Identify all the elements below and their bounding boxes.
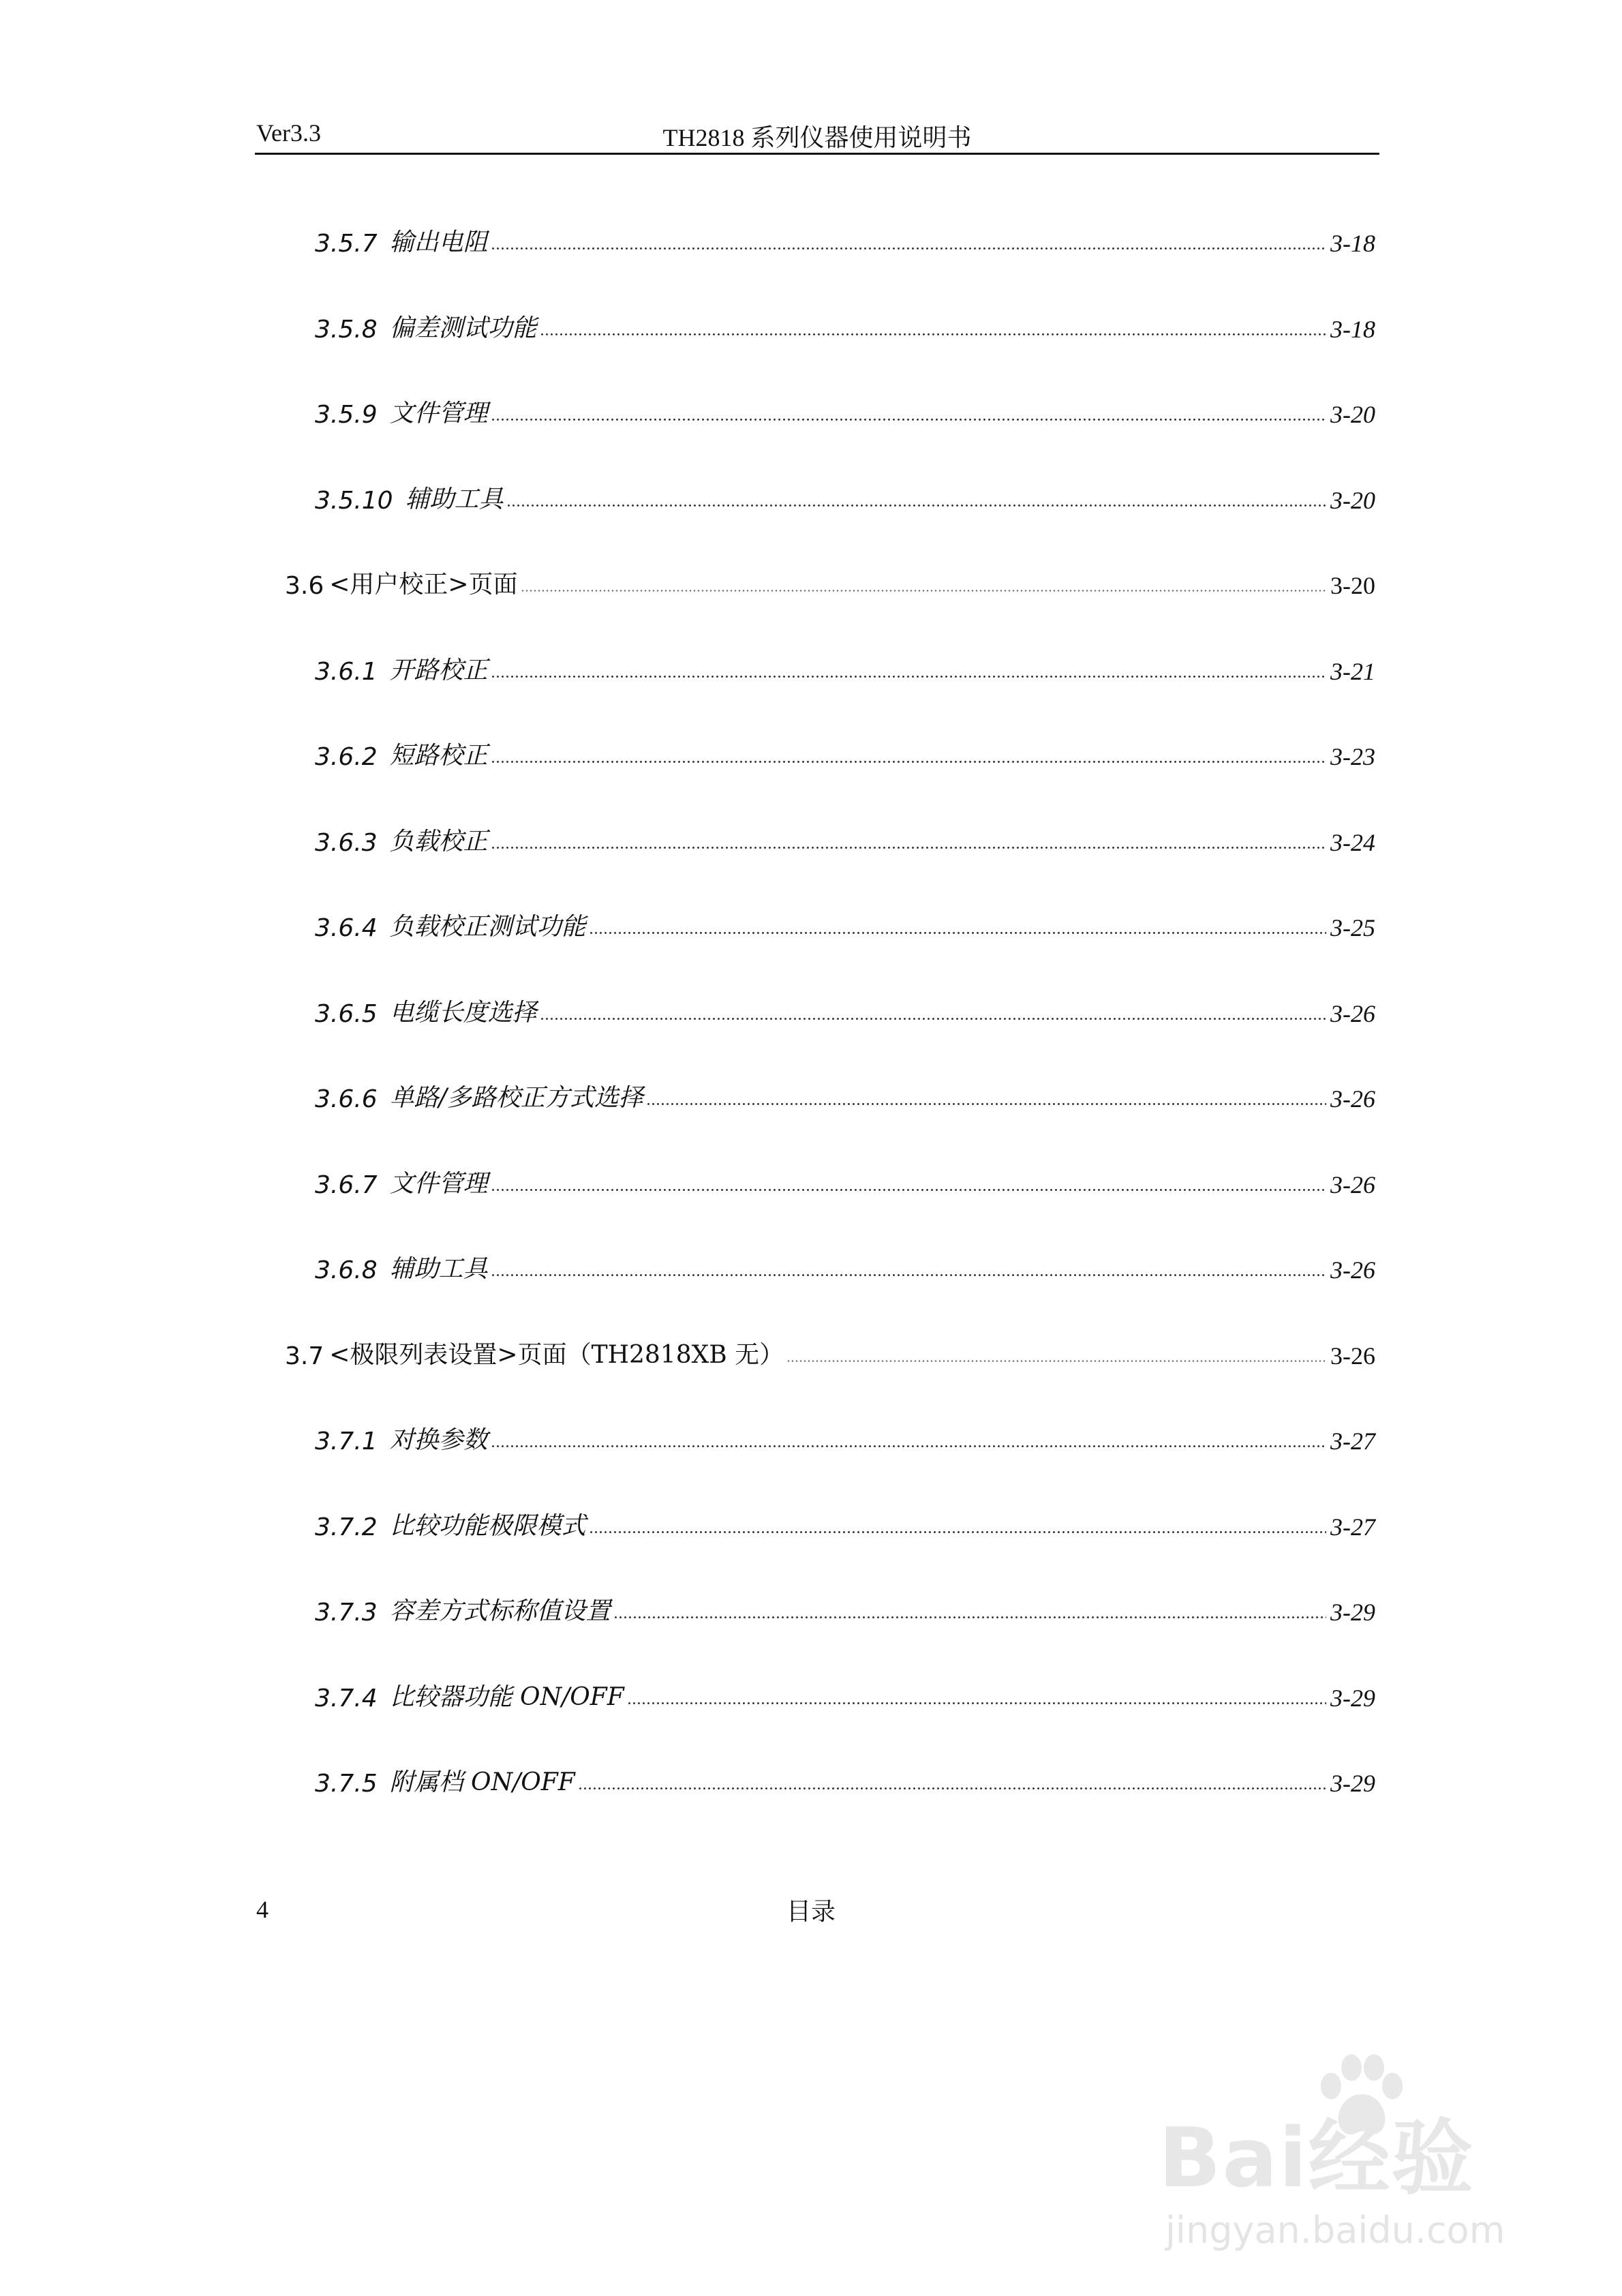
toc-entry-page: 3-27: [1330, 1428, 1375, 1455]
toc-entry-title: 辅助工具: [389, 1255, 488, 1283]
page-number: 4: [256, 1896, 269, 1923]
toc-entry-title: 文件管理: [389, 399, 488, 427]
dot-leader: [491, 1274, 1326, 1276]
toc-entry[interactable]: [315, 1586, 1375, 1627]
toc-entry-page: 3-29: [1330, 1770, 1375, 1797]
toc-entry-page: 3-23: [1330, 743, 1375, 770]
toc-entry-number: 3.5.9: [315, 401, 378, 429]
toc-entry[interactable]: [315, 1672, 1375, 1712]
toc-entry-number: 3.6.5: [315, 1000, 378, 1028]
toc-entry[interactable]: [315, 901, 1375, 942]
dot-leader: [521, 590, 1326, 592]
watermark-logo: Bai经验: [1159, 2111, 1475, 2206]
toc-entry-number: 3.7: [285, 1342, 324, 1370]
toc-entry-number: 3.7.4: [315, 1685, 378, 1712]
toc-entry[interactable]: [315, 217, 1375, 258]
toc-entry-number: 3.6.1: [315, 658, 378, 686]
toc-entry-page: 3-20: [1330, 572, 1375, 599]
toc-entry-title: <用户校正>页面: [329, 571, 518, 599]
toc-entry-number: 3.6: [285, 572, 324, 600]
toc-entry[interactable]: [315, 1757, 1375, 1798]
toc-entry-page: 3-26: [1330, 1171, 1375, 1198]
toc-entry-number: 3.5.7: [315, 230, 378, 258]
toc-entry-number: 3.7.5: [315, 1770, 378, 1798]
toc-entry-title: 比较器功能 ON/OFF: [389, 1683, 624, 1711]
version-label: Ver3.3: [256, 119, 321, 147]
toc-entry-number: 3.6.2: [315, 743, 378, 771]
toc-entry-page: 3-21: [1330, 658, 1375, 685]
baidu-watermark: [1152, 2038, 1561, 2256]
toc-entry-page: 3-26: [1330, 1085, 1375, 1113]
toc-entry[interactable]: [315, 1072, 1375, 1113]
toc-entry-title: 负载校正测试功能: [389, 913, 586, 941]
dot-leader: [491, 847, 1326, 849]
toc-entry[interactable]: [285, 1329, 1375, 1370]
toc-entry-number: 3.6.3: [315, 829, 378, 857]
toc-entry-number: 3.5.10: [315, 487, 393, 515]
dot-leader: [786, 1360, 1326, 1362]
toc-entry[interactable]: [315, 1500, 1375, 1541]
dot-leader: [589, 1531, 1326, 1533]
toc-entry-title: 偏差测试功能: [389, 314, 537, 342]
footer-section-label: 目录: [786, 1898, 836, 1926]
toc-entry-title: 对换参数: [389, 1426, 488, 1454]
toc-entry-number: 3.7.3: [315, 1599, 378, 1627]
toc-entry-title: 输出电阻: [389, 228, 488, 256]
toc-entry-page: 3-24: [1330, 829, 1375, 856]
toc-entry-title: 负载校正: [389, 828, 488, 856]
toc-entry-page: 3-18: [1330, 316, 1375, 343]
toc-entry-number: 3.5.8: [315, 316, 378, 344]
dot-leader: [540, 1018, 1326, 1020]
dot-leader: [491, 1189, 1326, 1191]
toc-entry-page: 3-26: [1330, 1256, 1375, 1284]
dot-leader: [491, 676, 1326, 678]
toc-entry-number: 3.6.6: [315, 1085, 378, 1113]
toc-entry[interactable]: [315, 1243, 1375, 1284]
toc-entry-number: 3.7.1: [315, 1428, 378, 1455]
dot-leader: [613, 1616, 1326, 1618]
toc-entry[interactable]: [315, 987, 1375, 1028]
toc-entry[interactable]: [315, 645, 1375, 686]
toc-entry-title: 电缆长度选择: [389, 999, 537, 1027]
toc-entry[interactable]: [315, 1415, 1375, 1455]
toc-entry-title: 容差方式标称值设置: [389, 1597, 611, 1625]
toc-entry[interactable]: [285, 559, 1375, 600]
toc-entry-title: 辅助工具: [405, 485, 504, 513]
dot-leader: [491, 419, 1326, 421]
dot-leader: [491, 1445, 1326, 1447]
toc-entry-title: 短路校正: [389, 742, 488, 770]
toc-entry[interactable]: [315, 474, 1375, 515]
toc-entry-number: 3.6.7: [315, 1171, 378, 1199]
dot-leader: [506, 504, 1326, 507]
toc-entry-page: 3-20: [1330, 487, 1375, 514]
toc-entry-page: 3-25: [1330, 914, 1375, 941]
toc-entry-title: 比较功能极限模式: [389, 1512, 586, 1540]
toc-entry[interactable]: [315, 388, 1375, 429]
dot-leader: [646, 1103, 1326, 1105]
toc-entry[interactable]: [315, 303, 1375, 344]
toc-entry-page: 3-29: [1330, 1685, 1375, 1712]
dot-leader: [578, 1787, 1326, 1789]
toc-entry-title: 附属档 ON/OFF: [389, 1768, 575, 1796]
dot-leader: [491, 761, 1326, 763]
toc-entry[interactable]: [315, 1158, 1375, 1199]
dot-leader: [491, 247, 1326, 250]
toc-entry-title: <极限列表设置>页面（TH2818XB 无）: [329, 1341, 784, 1369]
watermark-url: jingyan.baidu.com: [1165, 2209, 1505, 2252]
toc-entry-page: 3-29: [1330, 1599, 1375, 1626]
toc-entry[interactable]: [315, 816, 1375, 857]
toc-entry-number: 3.6.4: [315, 914, 378, 942]
dot-leader: [540, 333, 1326, 335]
toc-entry-page: 3-26: [1330, 1000, 1375, 1027]
toc-entry-page: 3-20: [1330, 401, 1375, 428]
toc-entry-number: 3.6.8: [315, 1256, 378, 1284]
toc-entry-page: 3-27: [1330, 1513, 1375, 1541]
toc-entry-title: 开路校正: [389, 656, 488, 684]
dot-leader: [627, 1702, 1326, 1704]
dot-leader: [589, 932, 1326, 934]
toc-entry-title: 单路/多路校正方式选择: [389, 1084, 643, 1112]
toc-entry-page: 3-18: [1330, 230, 1375, 257]
toc-entry-title: 文件管理: [389, 1170, 488, 1198]
toc-entry[interactable]: [315, 730, 1375, 771]
toc-entry-page: 3-26: [1330, 1342, 1375, 1370]
document-title: TH2818 系列仪器使用说明书: [662, 124, 972, 151]
toc-entry-number: 3.7.2: [315, 1513, 378, 1541]
